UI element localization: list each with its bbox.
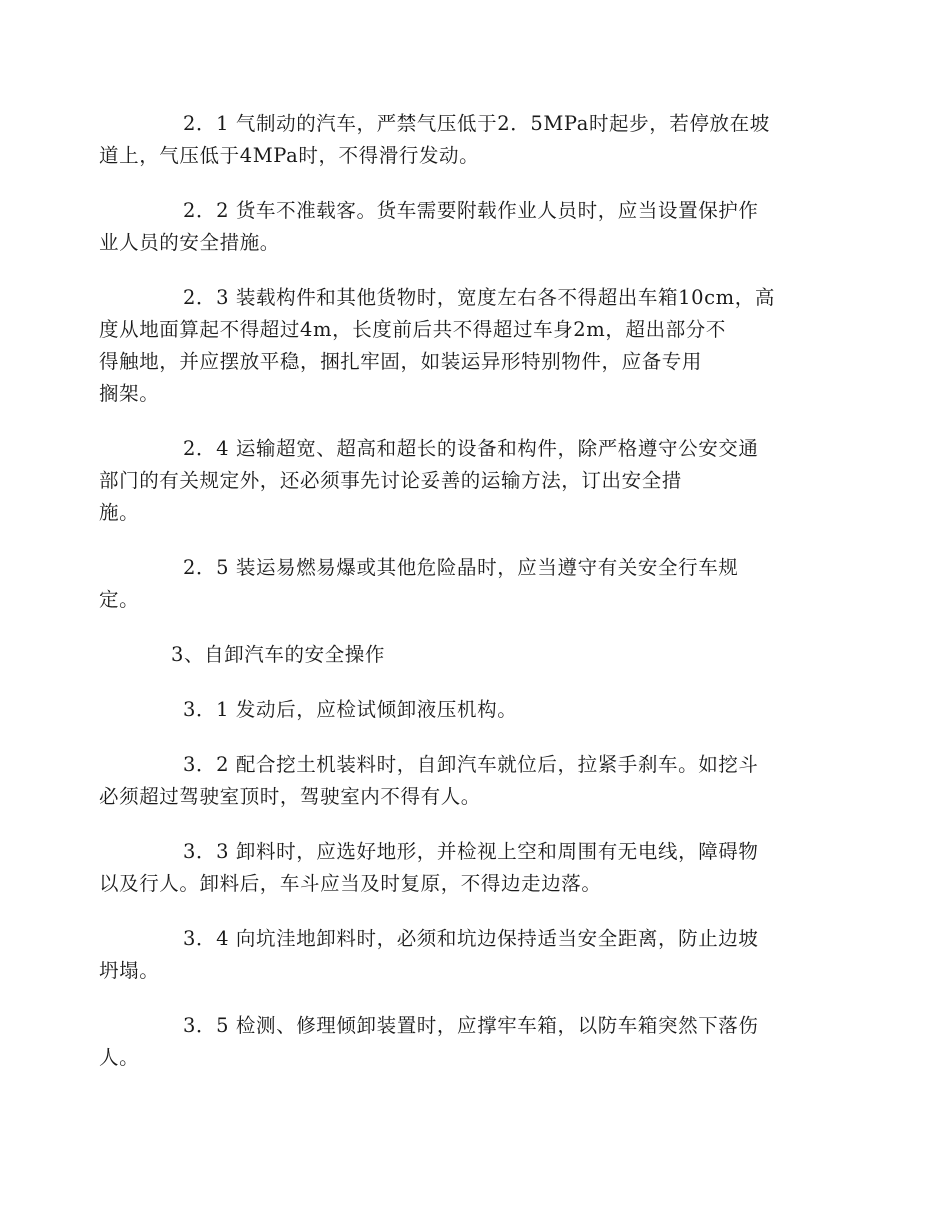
text-line: 业人员的安全措施。 [99,231,280,254]
text-line: 3．4 向坑洼地卸料时，必须和坑边保持适当安全距离，防止边坡 [183,927,759,950]
text-line: 3．3 卸料时，应选好地形，并检视上空和周围有无电线，障碍物 [183,840,759,863]
paragraph-2-5 [99,552,821,616]
document-page [99,108,821,1097]
text-line: 2．4 运输超宽、超高和超长的设备和构件，除严格遵守公安交通 [183,437,759,460]
text-line: 人。 [99,1046,140,1069]
paragraph-3-1 [141,694,821,726]
text-line: 施。 [99,501,140,524]
paragraph-3-5 [99,1010,821,1074]
paragraph-2-2 [99,195,821,259]
section-heading-3 [141,639,821,671]
text-line: 2．3 装载构件和其他货物时，宽度左右各不得超出车箱10cm，高 [183,286,775,309]
text-line: 2．2 货车不准载客。货车需要附载作业人员时，应当设置保护作 [183,199,759,222]
text-line: 2．5 装运易燃易爆或其他危险晶时，应当遵守有关安全行车规 [183,556,739,579]
text-line: 坍塌。 [99,959,160,982]
text-line: 3、自卸汽车的安全操作 [171,643,386,666]
text-line: 搁架。 [99,382,160,405]
text-line: 度从地面算起不得超过4m，长度前后共不得超过车身2m，超出部分不 [99,318,726,341]
text-line: 2．1 气制动的汽车，严禁气压低于2．5MPa时起步，若停放在坡 [183,112,770,135]
text-line: 道上，气压低于4MPa时，不得滑行发动。 [99,144,480,167]
paragraph-3-2 [99,749,821,813]
text-line: 必须超过驾驶室顶时，驾驶室内不得有人。 [99,785,481,808]
text-line: 3．5 检测、修理倾卸装置时，应撑牢车箱，以防车箱突然下落伤 [183,1014,759,1037]
text-line: 3．2 配合挖土机装料时，自卸汽车就位后，拉紧手刹车。如挖斗 [183,753,759,776]
text-line: 部门的有关规定外，还必须事先讨论妥善的运输方法，订出安全措 [99,469,682,492]
paragraph-2-3 [99,282,821,410]
paragraph-2-1 [99,108,821,172]
text-line: 3．1 发动后，应检试倾卸液压机构。 [183,698,518,721]
paragraph-3-3 [99,836,821,900]
paragraph-3-4 [99,923,821,987]
text-line: 以及行人。卸料后，车斗应当及时复原，不得边走边落。 [99,872,602,895]
text-line: 定。 [99,588,140,611]
text-line: 得触地，并应摆放平稳，捆扎牢固，如装运异形特别物件，应备专用 [99,350,703,373]
paragraph-2-4 [99,433,821,529]
